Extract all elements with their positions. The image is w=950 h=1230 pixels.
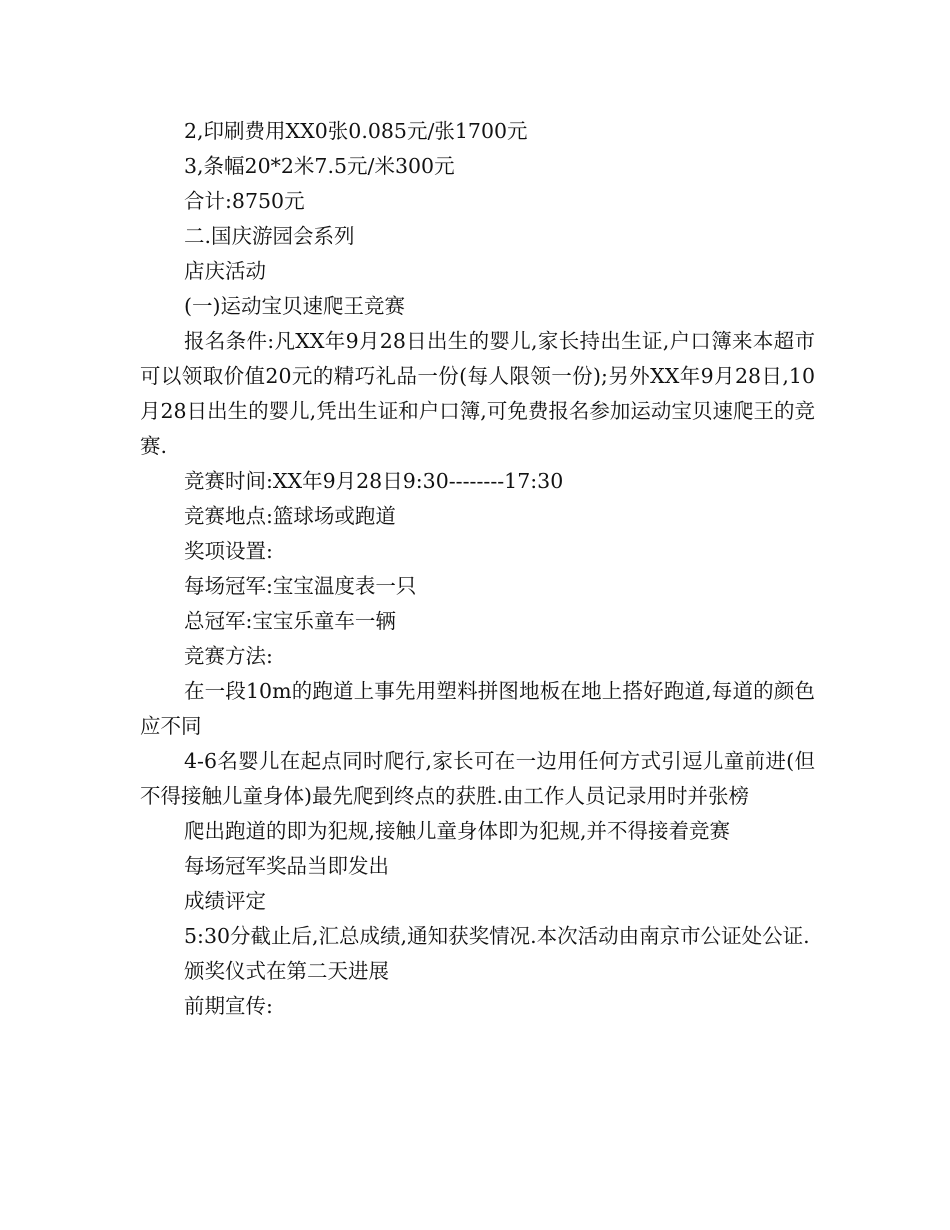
paragraph-results-detail: 5:30分截止后,汇总成绩,通知获奖情况.本次活动由南京市公证处公证. [184,924,810,948]
paragraph-total: 合计:8750元 [184,189,305,213]
paragraph-printing-cost: 2,印刷费用XX0张0.085元/张1700元 [184,119,528,143]
paragraph-method-fouls: 爬出跑道的即为犯规,接触儿童身体即为犯规,并不得接着竞赛 [184,819,731,843]
paragraph-method-track: 在一段10m的跑道上事先用塑料拼图地板在地上搭好跑道,每道的颜色应不同 [140,679,815,738]
paragraph-award-overall-champion: 总冠军:宝宝乐童车一辆 [184,609,396,633]
paragraph-method-prizes: 每场冠军奖品当即发出 [184,854,389,878]
paragraph-store-anniversary: 店庆活动 [184,259,266,283]
paragraph-awards-heading: 奖项设置: [184,539,273,563]
document-body [140,114,815,1024]
paragraph-method-crawling: 4-6名婴儿在起点同时爬行,家长可在一边用任何方式引逗儿童前进(但不得接触儿童身体)最先爬到终点的获胜.由工作人员记录用时并张榜 [140,749,815,808]
paragraph-promotion-heading: 前期宣传: [184,994,273,1018]
paragraph-contest-time: 竞赛时间:XX年9月28日9:30--------17:30 [184,469,564,493]
subsection-heading-crawling-contest: (一)运动宝贝速爬王竞赛 [184,294,405,318]
paragraph-results-heading: 成绩评定 [184,889,266,913]
paragraph-contest-location: 竞赛地点:篮球场或跑道 [184,504,396,528]
paragraph-registration-conditions: 报名条件:凡XX年9月28日出生的婴儿,家长持出生证,户口簿来本超市可以领取价值20元的精巧礼品一份(每人限领一份);另外XX年9月28日,10月28日出生的婴儿,凭出生证和户口簿,可免费报名参加运动宝贝速爬王的竞赛. [140,329,815,458]
paragraph-award-round-champion: 每场冠军:宝宝温度表一只 [184,574,417,598]
paragraph-banner-cost: 3,条幅20*2米7.5元/米300元 [184,154,455,178]
section-heading-garden-party: 二.国庆游园会系列 [184,224,355,248]
paragraph-ceremony: 颁奖仪式在第二天进展 [184,959,389,983]
paragraph-method-heading: 竞赛方法: [184,644,273,668]
